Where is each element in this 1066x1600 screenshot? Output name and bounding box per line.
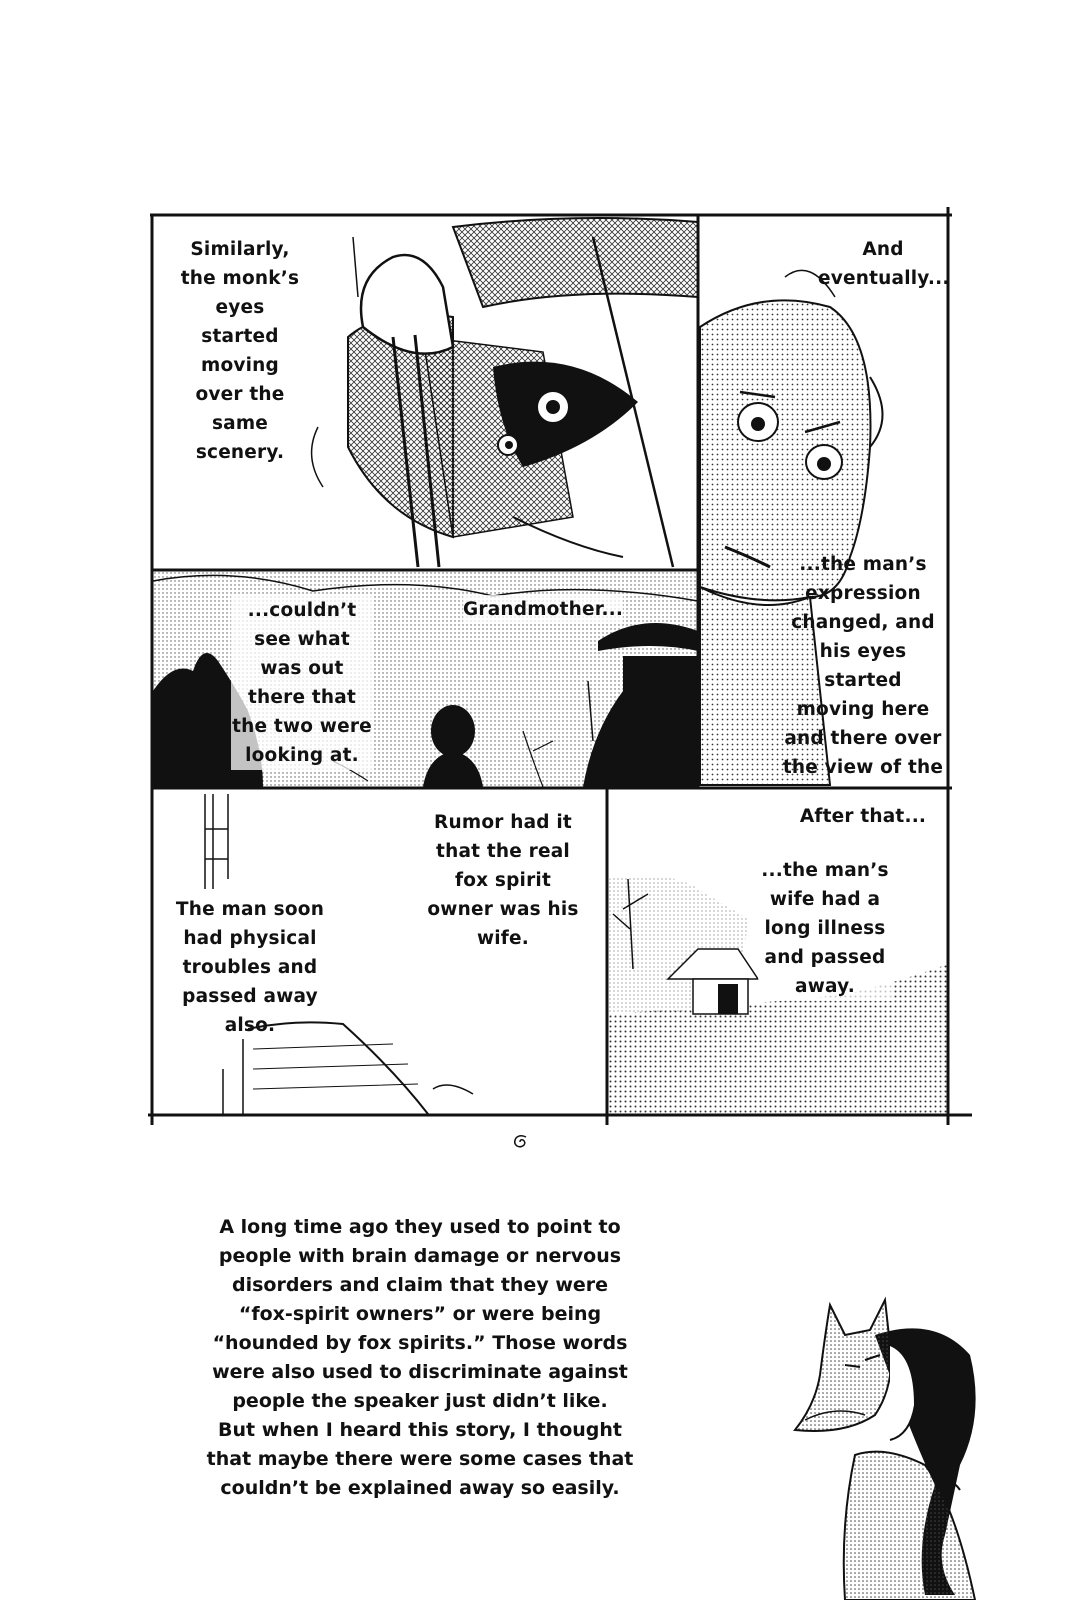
panel-man-death — [153, 789, 606, 1114]
note-line: “fox-spirit owners” or were being — [238, 1303, 602, 1325]
caption-couldnt-see: ...couldn’t see what was out there that the two were looking at. — [231, 596, 373, 770]
note-line: But when I heard this story, I thought — [217, 1419, 622, 1441]
author-note — [200, 1213, 640, 1503]
panel-monk-eyes — [153, 217, 698, 569]
note-line: disorders and claim that they were — [231, 1274, 609, 1296]
note-line: “hounded by fox spirits.” Those words — [212, 1332, 628, 1354]
fox-mask-character-icon — [785, 1295, 1015, 1600]
panel-man-face — [700, 217, 948, 785]
caption-rumor: Rumor had it that the real fox spirit owner was his wife. — [427, 812, 579, 949]
note-line: A long time ago they used to point to — [219, 1216, 621, 1238]
panel-mountain-view — [153, 571, 698, 787]
spiral-icon — [508, 1132, 532, 1152]
caption-grandmother: Grandmother... — [463, 595, 623, 624]
caption-and-eventually: And eventually... — [818, 239, 950, 289]
note-line: that maybe there were some cases that — [206, 1448, 634, 1470]
caption-wife-passed: ...the man’s wife had a long illness and passed away. — [758, 856, 892, 1001]
note-line: couldn’t be explained away so easily. — [220, 1477, 620, 1499]
caption-man-passed: The man soon had physical troubles and passed away also. — [175, 899, 325, 1036]
panel-wife-death — [608, 789, 948, 1114]
note-line: people with brain damage or nervous — [218, 1245, 622, 1267]
caption-monk-eyes: Similarly, the monk’s eyes started moving over the same scenery. — [180, 239, 300, 463]
note-line: were also used to discriminate against — [212, 1361, 628, 1383]
caption-after-that: After that... — [799, 806, 927, 827]
note-line: people the speaker just didn’t like. — [232, 1390, 608, 1412]
caption-man-expression: ...the man’s expression changed, and his eyes started moving here and there over the view of the — [782, 554, 944, 778]
